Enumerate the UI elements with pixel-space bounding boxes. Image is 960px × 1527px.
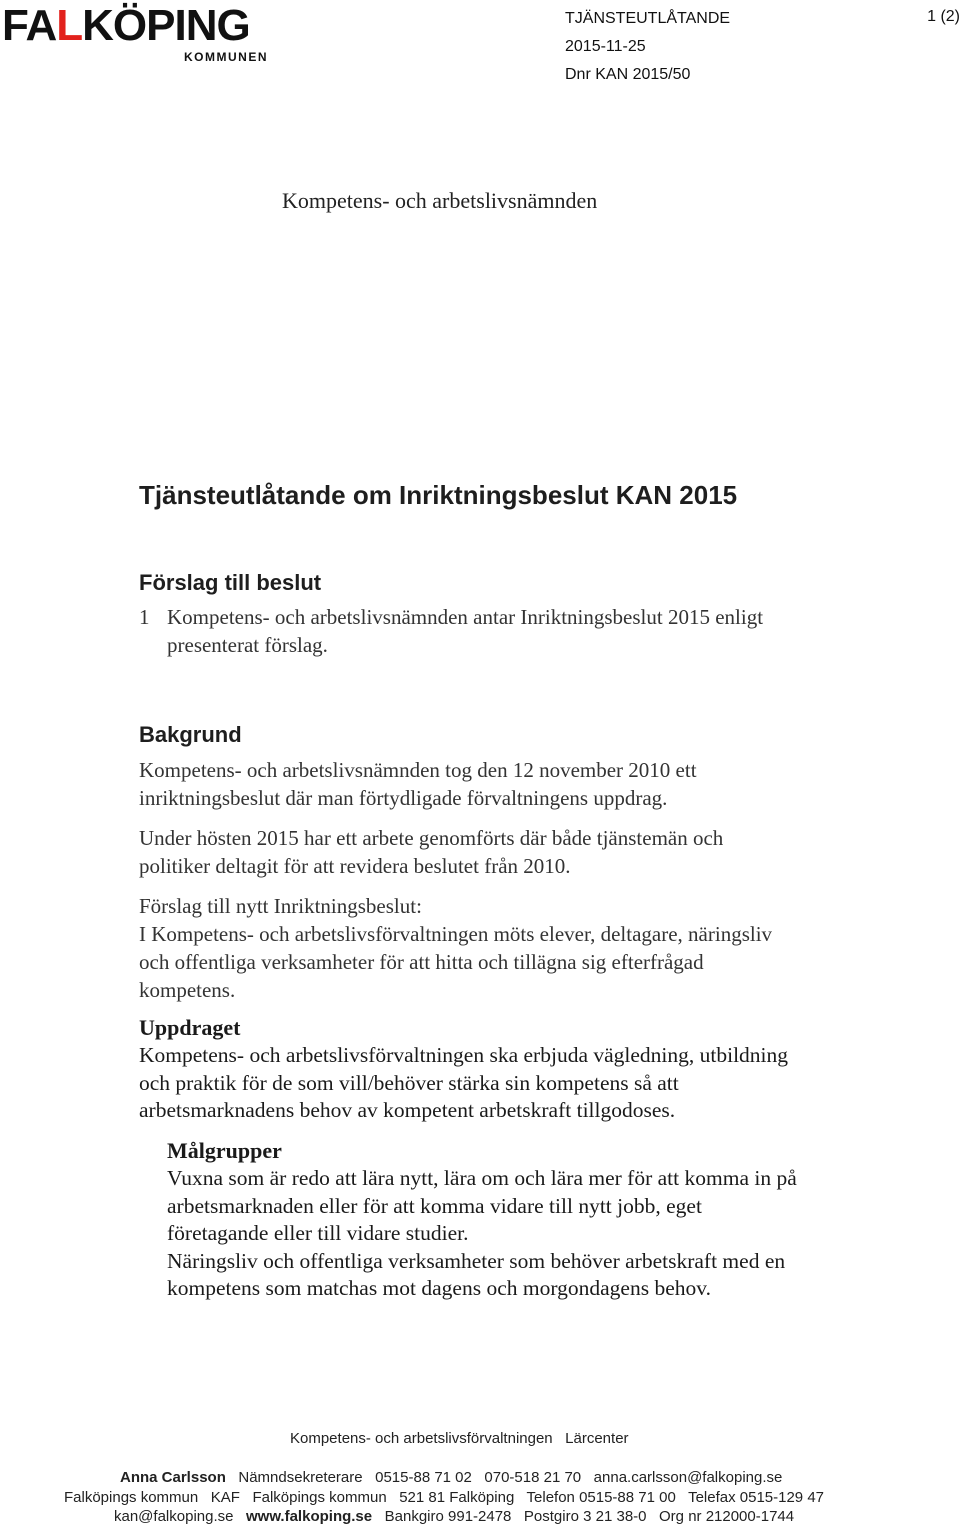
- background-p3-line4: kompetens.: [139, 978, 236, 1002]
- background-p1-line2: inriktningsbeslut där man förtydligade förvaltningens uppdrag.: [139, 786, 668, 810]
- footer-fax: Telefax 0515-129 47: [688, 1489, 824, 1506]
- target-groups-line1: Vuxna som är redo att lära nytt, lära om och lära mer för att komma in på: [167, 1166, 797, 1190]
- footer-contact-line: [120, 1469, 782, 1486]
- page-number: 1 (2): [927, 8, 960, 25]
- footer-telephone: Telefon 0515-88 71 00: [526, 1489, 676, 1506]
- footer-org-postal: 521 81 Falköping: [399, 1489, 515, 1506]
- footer-finance-line: [114, 1508, 794, 1525]
- target-groups-line5: kompetens som matchas mot dagens och morgondagens behov.: [167, 1276, 711, 1300]
- footer-org-unit: KAF: [210, 1489, 240, 1506]
- footer-contact-email[interactable]: anna.carlsson@falkoping.se: [593, 1469, 783, 1486]
- page-title: Tjänsteutlåtande om Inriktningsbeslut KAN 2015: [139, 480, 738, 510]
- mission-line1: Kompetens- och arbetslivsförvaltningen ska erbjuda vägledning, utbildning: [139, 1043, 789, 1067]
- footer-website[interactable]: www.falkoping.se: [245, 1508, 373, 1525]
- doc-date: 2015-11-25: [565, 38, 646, 55]
- footer-org-address-name: Falköpings kommun: [252, 1489, 387, 1506]
- mission-line2: och praktik för de som vill/behöver stärka sin kompetens så att: [139, 1071, 679, 1095]
- mission-heading: Uppdraget: [139, 1015, 241, 1040]
- target-groups-line2: arbetsmarknaden eller för att komma vidare till nytt jobb, eget: [167, 1194, 702, 1218]
- background-p2-line1: Under hösten 2015 har ett arbete genomförts där både tjänstemän och: [139, 826, 724, 850]
- proposal-item-line2: presenterat förslag.: [167, 633, 328, 657]
- background-p3-line1: Förslag till nytt Inriktningsbeslut:: [139, 894, 422, 918]
- footer-phone1: 0515-88 71 02: [375, 1469, 472, 1486]
- mission-line3: arbetsmarknadens behov av kompetent arbetskraft tillgodoses.: [139, 1098, 676, 1122]
- target-groups-heading: Målgrupper: [167, 1138, 282, 1163]
- recipient: Kompetens- och arbetslivsnämnden: [282, 188, 598, 213]
- proposal-heading: Förslag till beslut: [139, 570, 322, 595]
- footer-org-line: [64, 1489, 824, 1506]
- footer-department: Kompetens- och arbetslivsförvaltningen Lärcenter: [290, 1430, 629, 1447]
- footer-org-name: Falköpings kommun: [64, 1489, 199, 1506]
- footer-contact-name: Anna Carlsson: [120, 1469, 226, 1486]
- proposal-item-line1: Kompetens- och arbetslivsnämnden antar Inriktningsbeslut 2015 enligt: [167, 605, 764, 629]
- logo-subtitle: KOMMUNEN: [184, 50, 268, 64]
- footer-org-email[interactable]: kan@falkoping.se: [114, 1508, 234, 1525]
- footer-org-number: Org nr 212000-1744: [659, 1508, 795, 1525]
- footer-postgiro: Postgiro 3 21 38-0: [523, 1508, 647, 1525]
- footer-phone2: 070-518 21 70: [484, 1469, 582, 1486]
- doc-reference: Dnr KAN 2015/50: [565, 66, 691, 83]
- doc-type: TJÄNSTEUTLÅTANDE: [565, 10, 731, 27]
- background-p2-line2: politiker deltagit för att revidera beslutet från 2010.: [139, 854, 571, 878]
- footer-contact-role: Nämndsekreterare: [238, 1469, 363, 1486]
- proposal-item-number: 1: [139, 605, 150, 629]
- background-p1-line1: Kompetens- och arbetslivsnämnden tog den 12 november 2010 ett: [139, 758, 697, 782]
- falkoping-logo: [2, 2, 277, 66]
- target-groups-line4: Näringsliv och offentliga verksamheter som behöver arbetskraft med en: [167, 1249, 786, 1273]
- logo-wordmark: FALKÖPING: [2, 1, 250, 50]
- background-p3-line2: I Kompetens- och arbetslivsförvaltningen möts elever, deltagare, näringsliv: [139, 922, 773, 946]
- footer-bankgiro: Bankgiro 991-2478: [384, 1508, 512, 1525]
- background-p3-line3: och offentliga verksamheter för att hitta och tillägna sig efterfrågad: [139, 950, 704, 974]
- target-groups-line3: företagande eller till vidare studier.: [167, 1221, 469, 1245]
- background-heading: Bakgrund: [139, 722, 242, 747]
